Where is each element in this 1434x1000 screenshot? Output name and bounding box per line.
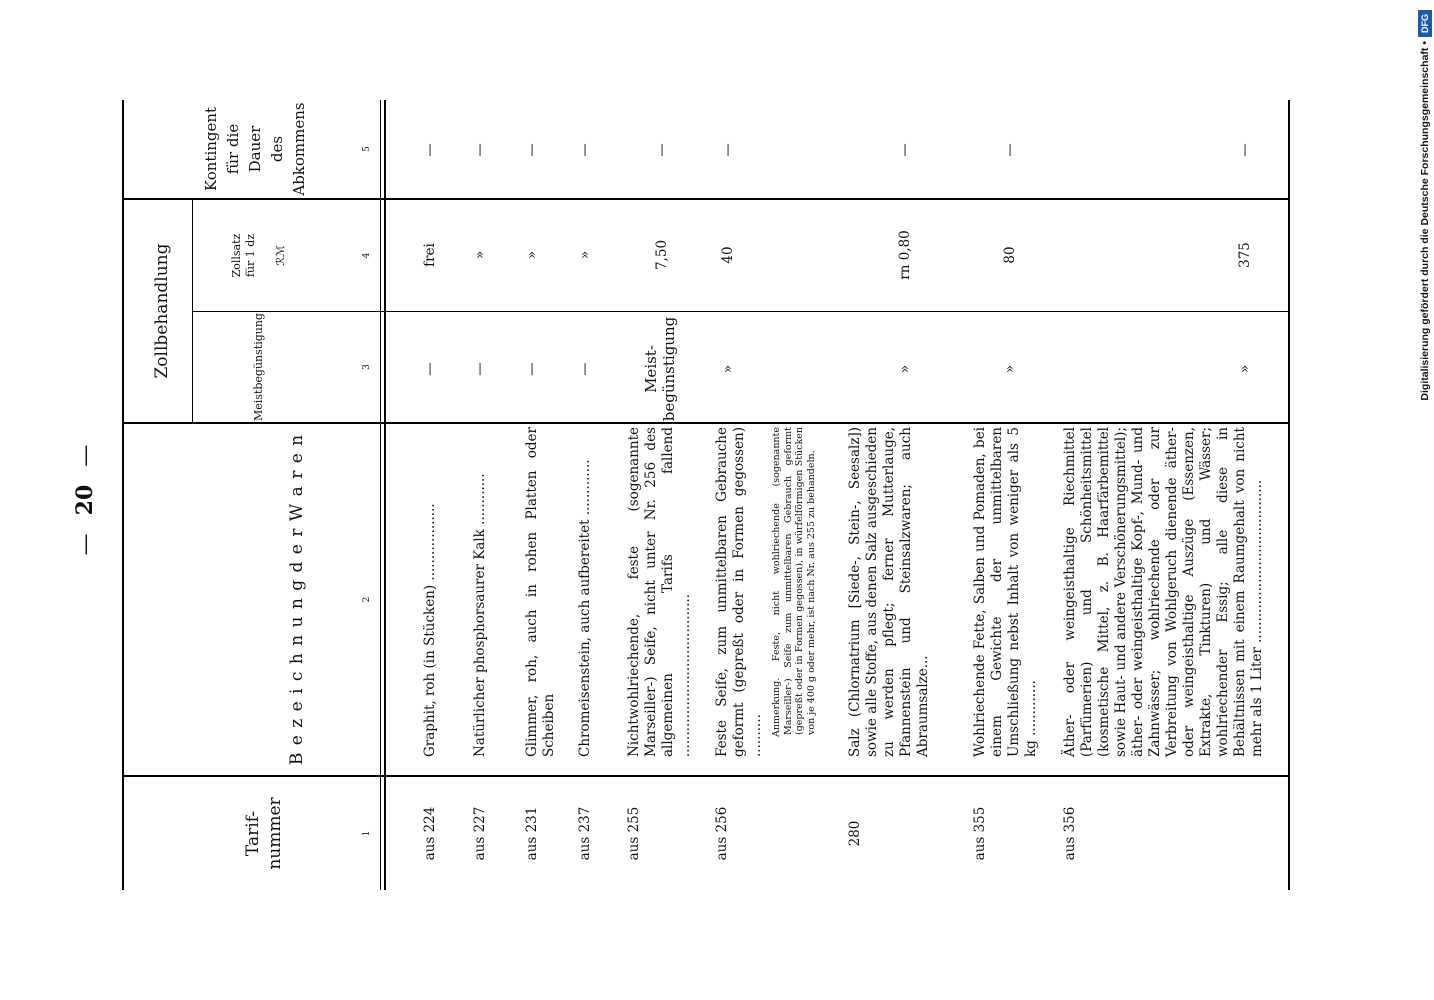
- table-row-tariff: aus 237: [577, 806, 593, 861]
- header-duty-unit: ℛℳ: [274, 245, 287, 266]
- header-duty-rate: Zollsatz für 1 dz: [230, 233, 257, 278]
- table-row-tariff: aus 227: [472, 806, 488, 861]
- table-row-quota: —: [897, 143, 913, 157]
- table-row-duty: »: [577, 250, 593, 260]
- table-row-duty: »: [524, 250, 540, 260]
- table-row-description: Glimmer, roh, auch in rohen Platten oder Scheiben: [524, 427, 557, 757]
- table-row-most-favoured: »: [1237, 364, 1253, 374]
- table-row-description: Chromeisenstein, auch aufbereitet .............: [577, 459, 593, 757]
- header-quota: Kontingent für die Dauer des Abkommens: [202, 102, 308, 196]
- table-row-tariff: aus 355: [972, 806, 988, 861]
- table-row-description: [714, 427, 817, 757]
- table-row-description: Salz (Chlornatrium [Siede-, Stein-, Seesalz]) sowie alle Stoffe, aus denen Salz ausgeschieden zu werden pflegt; ferner Mutterlauge, Pfannenstein und Steinsalzwaren; auch Abraumsalze...: [847, 427, 931, 757]
- table-row-description: Natürlicher phosphorsaurer Kalk ............: [472, 473, 488, 757]
- table-row-quota: —: [720, 143, 736, 157]
- table-top-rule: [122, 100, 124, 890]
- table-row-quota: —: [472, 143, 488, 157]
- description-text: Feste Seife, zum unmittelbaren Gebrauche geformt (gepreßt oder in Formen gegossen) ..........: [714, 427, 764, 757]
- table-row-quota: —: [422, 143, 438, 157]
- table-row-quota: —: [524, 143, 540, 157]
- table-row-duty: 40: [720, 246, 736, 264]
- table-row-most-favoured: »: [897, 364, 913, 374]
- page-number: —20—: [72, 444, 98, 556]
- annotation-note: Anmerkung. Feste, nicht wohlriechende (sogenannte Marseiller-) Seife zum unmittelbaren Gebrauch geformt (gepreßt oder in Formen gegossen), in würfelförmigen Stücken von je 400 g oder mehr, ist nach Nr. aus 255 zu behandeln.: [771, 427, 817, 737]
- table-row-most-favoured: —: [577, 362, 593, 376]
- header-most-favoured: Meistbegünstigung: [252, 313, 265, 421]
- table-row-duty: 375: [1237, 242, 1253, 268]
- table-row-tariff: aus 224: [422, 806, 438, 861]
- table-row-most-favoured: —: [472, 362, 488, 376]
- table-row-duty: 7,50: [654, 239, 670, 271]
- table-row-most-favoured: Meist- begünstigung: [642, 316, 678, 422]
- table-row-duty: frei: [422, 243, 438, 267]
- table-row-description: Äther- oder weingeisthaltige Riechmittel (Parfümerien) und Schönheitsmittel (kosmetische Mittel, z. B. Haarfärbemittel sowie Haut- und andere Verschönerungsmittel); äther- oder weingeisthaltige Kopf-, Mund- und Zahnwässer; wohlriechende oder zur Verbreitung von Wohlgeruch dienende äther- oder weingeisthaltige Auszüge (Essenzen, Extrakte, Tinkturen) und Wässer; wohlriechender Essig; alle diese in Behältnissen mit einem Raumgehalt von nicht mehr als 1 Liter ......................................: [1062, 427, 1265, 757]
- table-row-duty: »: [472, 250, 488, 260]
- col-rule-4: [122, 198, 1290, 200]
- header-bottom-rule: [384, 100, 386, 890]
- table-row-tariff: 280: [847, 820, 863, 847]
- table-row-most-favoured: —: [422, 362, 438, 376]
- table-row-quota: —: [654, 143, 670, 157]
- col-rule-3: [192, 311, 1290, 312]
- dfg-logo: DFG: [1418, 10, 1432, 37]
- digitization-credit: [1416, 10, 1434, 990]
- table-row-most-favoured: —: [524, 362, 540, 376]
- table-row-description: Nichtwohlriechende, feste (sogenannte Marseiller-) Seife, nicht unter Nr. 256 des allgemeinen Tarifs fallend ......................................: [626, 427, 693, 757]
- col-number-5: 5: [362, 146, 372, 152]
- table-row-quota: —: [577, 143, 593, 157]
- header-customs-treatment: Zollbehandlung: [152, 243, 172, 379]
- col-number-3: 3: [362, 364, 372, 370]
- table-row-duty: rn 0,80: [897, 230, 913, 280]
- col-number-4: 4: [362, 252, 372, 259]
- header-tariff-number: Tarif- nummer: [243, 797, 285, 870]
- table-row-description: Wohlriechende Fette, Salben und Pomaden, bei einem Gewichte der unmittelbaren Umschließung nebst Inhalt von weniger als 5 kg .............: [972, 427, 1039, 757]
- col-rule-1: [122, 775, 1290, 777]
- table-row-quota: —: [1002, 143, 1018, 157]
- table-bottom-rule: [1288, 100, 1290, 890]
- table-row-duty: 80: [1002, 246, 1018, 264]
- table-row-tariff: aus 256: [714, 806, 730, 861]
- group-sub-rule: [192, 200, 193, 424]
- table-row-tariff: aus 356: [1062, 806, 1078, 861]
- header-number-rule: [380, 100, 381, 890]
- table-row-quota: —: [1237, 143, 1253, 157]
- table-row-description: Graphit, roh (in Stücken) ..................: [422, 503, 438, 757]
- table-row-most-favoured: »: [1002, 364, 1018, 374]
- credit-text: Digitalisierung gefördert durch die Deutsche Forschungsgemeinschaft •: [1419, 41, 1431, 401]
- table-row-tariff: aus 231: [524, 806, 540, 861]
- col-number-1: 1: [362, 830, 372, 837]
- col-number-2: 2: [362, 596, 372, 603]
- header-goods-description: B e z e i c h n u n g d e r W a r e n: [287, 433, 307, 766]
- tariff-table: [122, 100, 1292, 890]
- table-row-most-favoured: »: [720, 364, 736, 374]
- table-row-tariff: aus 255: [626, 806, 642, 861]
